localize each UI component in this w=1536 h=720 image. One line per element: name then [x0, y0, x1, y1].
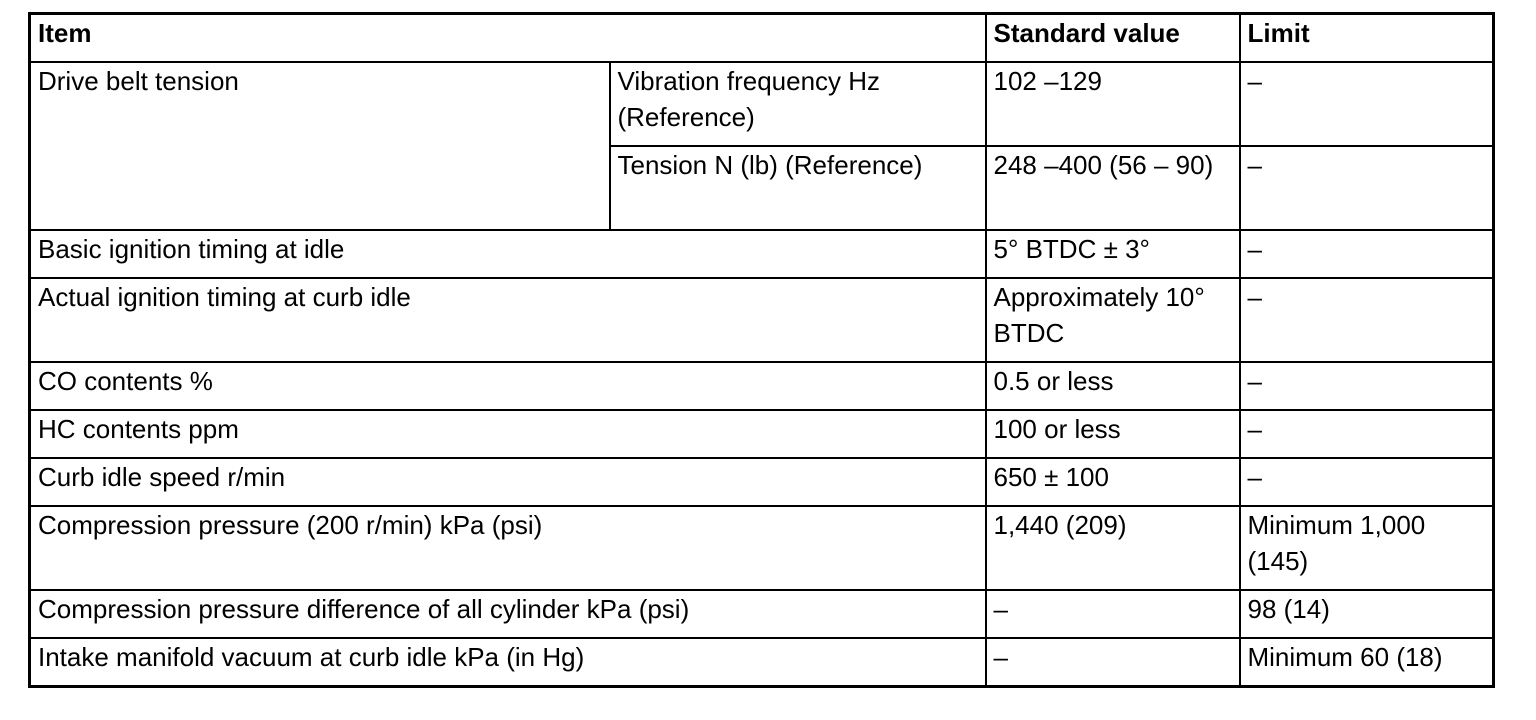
limit-cell: Minimum 60 (18) — [1240, 638, 1494, 687]
item-cell: Basic ignition timing at idle — [30, 230, 986, 278]
limit-cell: – — [1240, 362, 1494, 410]
table-row — [30, 62, 1494, 146]
header-row — [30, 14, 1494, 63]
standard-value-cell: 248 –400 (56 – 90) — [986, 146, 1240, 230]
limit-cell: – — [1240, 410, 1494, 458]
standard-value-cell: 650 ± 100 — [986, 458, 1240, 506]
item-cell: Intake manifold vacuum at curb idle kPa (in Hg) — [30, 638, 986, 687]
standard-value-cell: Approximately 10° BTDC — [986, 278, 1240, 362]
standard-value-cell: 102 –129 — [986, 62, 1240, 146]
item-cell: Actual ignition timing at curb idle — [30, 278, 986, 362]
item-cell: Drive belt tension — [30, 62, 610, 230]
limit-cell: – — [1240, 278, 1494, 362]
header-standard-value: Standard value — [986, 14, 1240, 63]
standard-value-cell: – — [986, 590, 1240, 638]
item-cell: CO contents % — [30, 362, 986, 410]
table-row — [30, 506, 1494, 590]
standard-value-cell: – — [986, 638, 1240, 687]
standard-value-cell: 0.5 or less — [986, 362, 1240, 410]
table-row — [30, 590, 1494, 638]
limit-cell: – — [1240, 62, 1494, 146]
table-row — [30, 230, 1494, 278]
item-cell: Curb idle speed r/min — [30, 458, 986, 506]
item-cell: Compression pressure (200 r/min) kPa (psi) — [30, 506, 986, 590]
item-cell: Compression pressure difference of all cylinder kPa (psi) — [30, 590, 986, 638]
table-row — [30, 362, 1494, 410]
header-limit: Limit — [1240, 14, 1494, 63]
header-item: Item — [30, 14, 986, 63]
standard-value-cell: 100 or less — [986, 410, 1240, 458]
table-row — [30, 278, 1494, 362]
table-row — [30, 410, 1494, 458]
limit-cell: – — [1240, 458, 1494, 506]
sub-item-cell: Vibration frequency Hz (Reference) — [610, 62, 986, 146]
limit-cell: Minimum 1,000 (145) — [1240, 506, 1494, 590]
standard-value-cell: 1,440 (209) — [986, 506, 1240, 590]
table-row — [30, 458, 1494, 506]
standard-value-cell: 5° BTDC ± 3° — [986, 230, 1240, 278]
limit-cell: 98 (14) — [1240, 590, 1494, 638]
item-cell: HC contents ppm — [30, 410, 986, 458]
sub-item-cell: Tension N (lb) (Reference) — [610, 146, 986, 230]
limit-cell: – — [1240, 230, 1494, 278]
table-row — [30, 638, 1494, 687]
limit-cell: – — [1240, 146, 1494, 230]
specification-table — [28, 12, 1495, 688]
